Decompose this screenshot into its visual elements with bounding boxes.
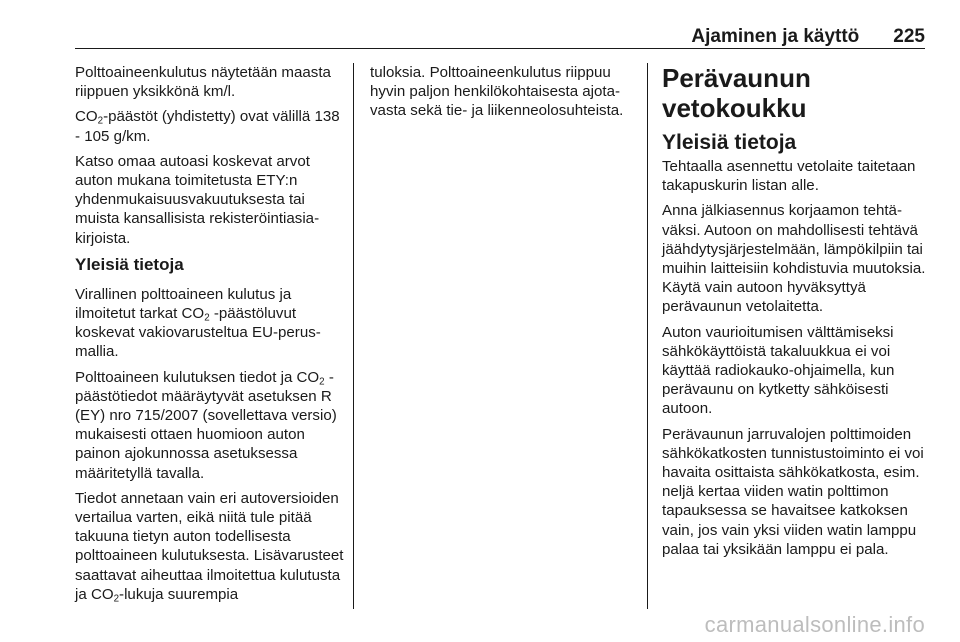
- paragraph: Perävaunun jarruvalojen polttimoiden sähkökatkosten tunnistustoiminto ei voi havaita osittaista sähkökatkosta, esim. neljä kertaa viiden watin polttimon tapauksessa se havaitsee katkoksen vain, jos vain yksi viiden watin lamppu palaa tai yksikään lamppu ei pala.: [662, 425, 924, 558]
- page-header: [75, 28, 925, 48]
- column-divider: [353, 63, 354, 609]
- column-left: [75, 63, 347, 610]
- heading-general-info: Yleisiä tietoja: [75, 254, 184, 274]
- subsection-title: Yleisiä tietoja: [662, 131, 797, 154]
- watermark: carmanualsonline.info: [704, 612, 925, 637]
- paragraph: Auton vaurioitumisen välttämiseksi sähkökäyttöistä takaluukkua ei voi käyttää radiokauko-ohjaimella, kun perävaunu on kytketty sähköisesti autoon.: [662, 323, 895, 418]
- paragraph: tuloksia. Polttoaineenkulutus riippuu hyvin paljon henkilökohtaisesta ajotavasta sekä tie- ja liikenneolosuhteista.: [370, 64, 624, 120]
- paragraph: $CO_2$-päästöt (yhdistetty) ovat välillä 138 - 105 g/km.: [75, 108, 340, 145]
- page-number: 225: [893, 26, 925, 47]
- paragraph: Anna jälkiasennus korjaamon tehtäväksi. Autoon on mahdollisesti tehtävä jäähdytysjärjestelmään, lämpökilpiin tai muihin laitteisiin kohdistuvia muutoksia. Käytä vain autoon hyväksyttyä perävaunun vetolaitetta.: [662, 202, 926, 316]
- column-right: [662, 63, 928, 565]
- section-title: Perävaunun vetokoukku: [662, 63, 811, 123]
- chapter-title: Ajaminen ja käyttö: [691, 26, 860, 47]
- paragraph: Tiedot annetaan vain eri autoversioiden vertailua varten, eikä niitä tule pitää takuuna tietyn auton todellisesta polttoaineen kulutuksesta. Lisävarusteet saattavat aiheuttaa ilmoitettua kulutusta ja $CO_2$-lukuja suurempia: [75, 489, 344, 605]
- paragraph: Virallinen polttoaineen kulutus ja ilmoitetut tarkat $CO_2$ -päästöluvut koskevat vakiovarusteltua EU-perusmallia.: [75, 285, 321, 361]
- column-middle: [370, 63, 632, 127]
- paragraph: Tehtaalla asennettu vetolaite taitetaan takapuskurin listan alle.: [662, 158, 916, 195]
- header-rule: [75, 48, 925, 49]
- paragraph: Polttoaineenkulutus näytetään maasta riippuen yksikkönä km/l.: [75, 64, 331, 101]
- paragraph: Katso omaa autoasi koskevat arvot auton mukana toimitetusta ETY:n yhdenmukaisuusvakuutuksesta tai muista kansallisista rekisteröintiasiakirjoista.: [75, 152, 320, 247]
- paragraph: Polttoaineen kulutuksen tiedot ja $CO_2$ -päästötiedot määräytyvät asetuksen R (EY) nro 715/2007 (sovellettava versio) mukaisesti ottaen huomioon auton painon ajokunnossa asetuksessa määritetyllä tavalla.: [75, 368, 337, 482]
- column-divider: [647, 63, 648, 609]
